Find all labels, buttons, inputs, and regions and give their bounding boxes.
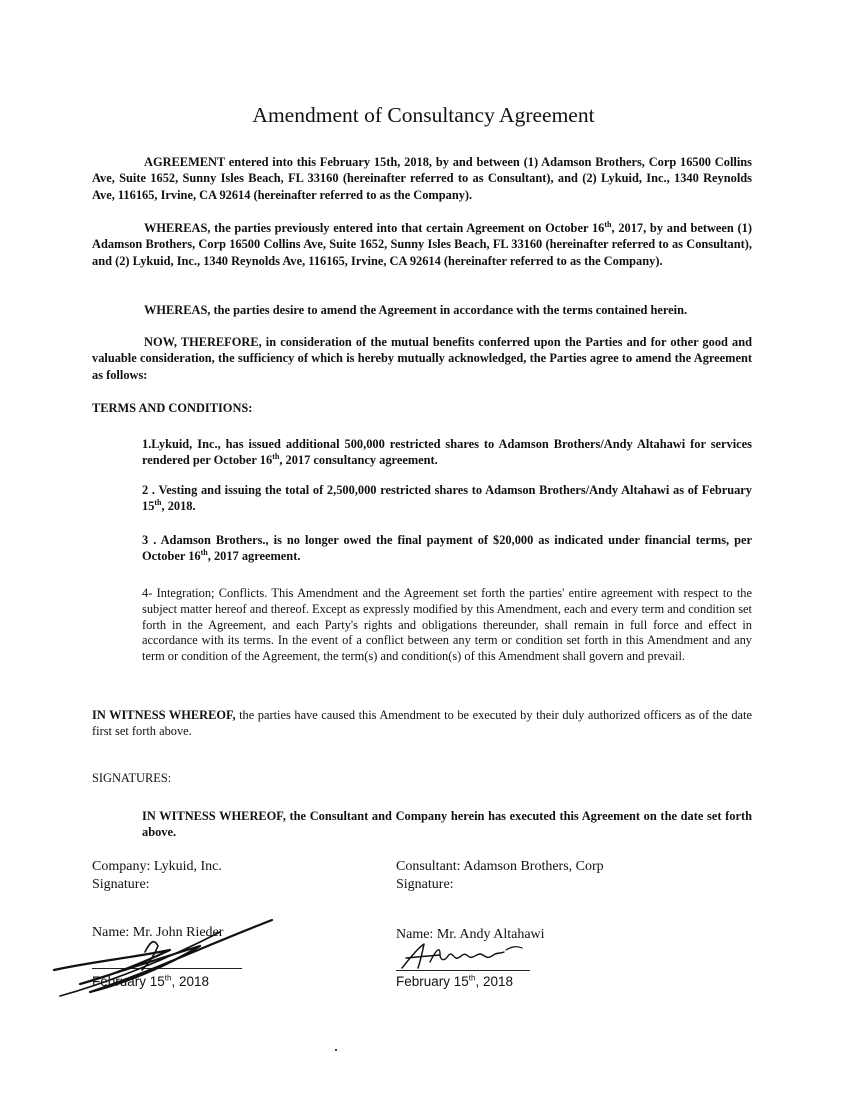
company-date-b: , 2018 xyxy=(171,974,210,989)
company-name: Name: Mr. John Rieder xyxy=(92,925,224,940)
intro-text: AGREEMENT entered into this February 15th, 2018, by and between (1) Adamson Brothers, Corp 16500 Collins Ave, Suite 1652, Sunny Isles Beach, FL 33160 (hereinafter referred to as Consultant), and (2) Lykuid, Inc., 1340 Reynolds Ave, 116165, Irvine, CA 92614 (hereinafter referred to as the Company). xyxy=(92,155,752,202)
witness-paragraph xyxy=(92,707,752,740)
whereas-paragraph-2 xyxy=(92,302,752,318)
witness-rest: the parties have caused this Amendment to be executed by their duly authorized officers as of the date first set forth above. xyxy=(92,708,752,739)
consultant-name: Name: Mr. Andy Altahawi xyxy=(396,927,545,942)
consultant-date-b: , 2018 xyxy=(475,974,514,989)
term1-text-a: 1.Lykuid, Inc., has issued additional 500,000 restricted shares to Adamson Brothers/Andy Altahawi for services rendered per October 16 xyxy=(142,437,752,468)
whereas2-text: WHEREAS, the parties desire to amend the Agreement in accordance with the terms contained herein. xyxy=(144,303,688,317)
company-date-a: February 15 xyxy=(92,974,165,989)
consultant-block xyxy=(396,858,604,894)
whereas1-text-b: , 2017, by and between (1) Adamson Brothers, Corp 16500 Collins Ave, Suite 1652, Sunny Isles Beach, FL 33160 (hereinafter referred to as Consultant), and (2) Lykuid, Inc., 1340 Reynolds Ave, 116165, Irvine, CA 92614 (hereinafter referred to as the Company). xyxy=(92,221,752,268)
term3-text-b: , 2017 agreement. xyxy=(207,549,301,564)
company-label: Company: Lykuid, Inc. xyxy=(92,859,222,874)
document-title: Amendment of Consultancy Agreement xyxy=(252,103,595,127)
consultant-signature-label: Signature: xyxy=(396,877,454,892)
consultant-date-sup: th xyxy=(468,973,476,983)
terms-heading: TERMS AND CONDITIONS: xyxy=(92,401,253,415)
witness-lead: IN WITNESS WHEREOF, xyxy=(92,708,236,722)
consultant-signature-image xyxy=(396,940,536,974)
company-signature-image xyxy=(50,912,280,1002)
signatures-statement: IN WITNESS WHEREOF, the Consultant and Company herein has executed this Agreement on the date set forth above. xyxy=(142,809,752,840)
whereas1-sup: th xyxy=(604,219,612,229)
term3-text-a: 3 . Adamson Brothers., is no longer owed the final payment of $20,000 as indicated under financial terms, per October 16 xyxy=(142,533,752,564)
term1-sup: th xyxy=(272,452,280,462)
term-item-2 xyxy=(142,482,752,515)
intro-paragraph xyxy=(92,154,752,203)
term-item-3 xyxy=(142,532,752,565)
term-item-1 xyxy=(142,436,752,469)
signatures-heading: SIGNATURES: xyxy=(92,771,172,785)
term1-text-b: , 2017 consultancy agreement. xyxy=(279,453,438,468)
term-item-4: 4- Integration; Conflicts. This Amendment and the Agreement set forth the parties' entire agreement with respect to the subject matter hereof and thereof. Except as expressly modified by this Amendment, each and every term and condition set forth in the Agreement, and each Party's rights and obligations thereunder, shall remain in full force and effect in accordance with its terms. In the event of a conflict between any term or condition set forth in this Amendment and any term or condition of the Agreement, the term(s) and condition(s) of this Amendment shall govern and prevail. xyxy=(142,586,752,664)
company-signature-label: Signature: xyxy=(92,877,150,892)
term3-sup: th xyxy=(200,548,208,558)
now-therefore-text: NOW, THEREFORE, in consideration of the mutual benefits conferred upon the Parties and for other good and valuable consideration, the sufficiency of which is hereby mutually acknowledged, the Parties agree to amend the Agreement as follows: xyxy=(92,335,752,382)
term2-text-a: 2 . Vesting and issuing the total of 2,500,000 restricted shares to Adamson Brothers/Andy Altahawi as of February 15 xyxy=(142,483,752,514)
consultant-date-a: February 15 xyxy=(396,974,469,989)
whereas1-text-a: WHEREAS, the parties previously entered into that certain Agreement on October 16 xyxy=(144,221,605,235)
term2-text-b: , 2018. xyxy=(161,499,196,514)
consultant-date xyxy=(396,973,513,991)
consultant-label: Consultant: Adamson Brothers, Corp xyxy=(396,859,604,874)
company-block xyxy=(92,858,222,894)
whereas-paragraph-1 xyxy=(92,220,752,269)
scan-speck xyxy=(335,1049,337,1051)
now-therefore-paragraph xyxy=(92,334,752,383)
company-date-sup: th xyxy=(164,973,172,983)
term2-sup: th xyxy=(154,498,162,508)
